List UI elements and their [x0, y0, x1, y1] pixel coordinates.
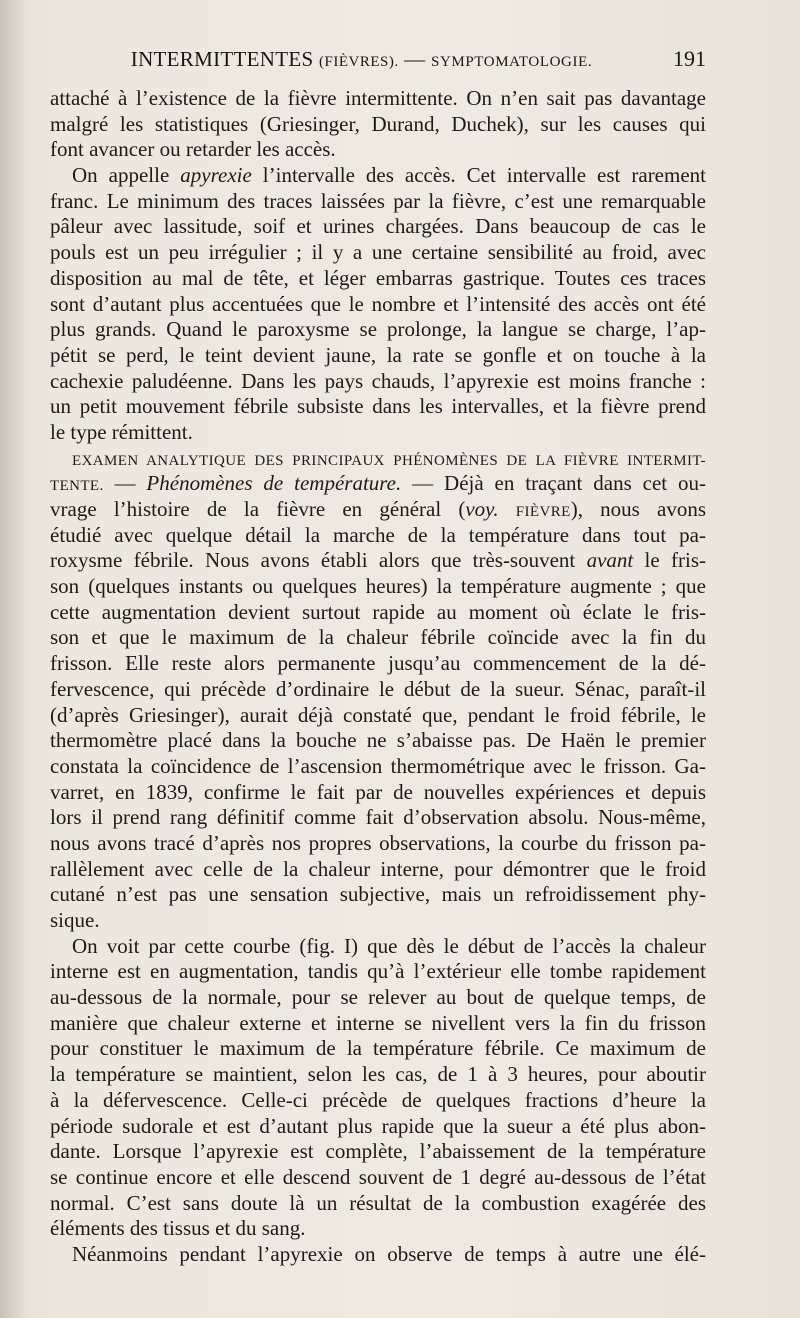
- text-segment: EXAMEN ANALYTIQUE DES PRINCIPAUX PHÉNOMÈNES DE LA FIÈVRE INTERMIT-: [72, 452, 706, 469]
- running-title-section: SYMPTOMATOLOGIE.: [431, 54, 593, 70]
- text-segment: son (quelques instants ou quelques heures) la température augmente ; que: [50, 574, 706, 599]
- text-line: [50, 625, 706, 651]
- text-line: [50, 394, 706, 420]
- text-segment: période sudorale et est d’autant plus rapide que la sueur a été plus abon-: [50, 1113, 706, 1138]
- text-segment: apyrexie: [180, 163, 252, 188]
- text-segment: son et que le maximum de la chaleur fébrile coïncide avec la fin du: [50, 625, 706, 650]
- text-segment: la température se maintient, selon les cas, de 1 à 3 heures, pour aboutir: [50, 1062, 706, 1087]
- text-line: [50, 343, 706, 369]
- text-line: [50, 446, 706, 472]
- text-segment: pouls est un peu irrégulier ; il y a une certaine sensibilité au froid, avec: [50, 240, 706, 265]
- text-segment: nous avons tracé d’après nos propres observations, la courbe du frisson pa-: [50, 830, 706, 855]
- text-segment: le type rémittent.: [50, 419, 193, 444]
- text-line: [50, 471, 706, 497]
- text-line: [50, 1062, 706, 1088]
- text-line: [50, 780, 706, 806]
- text-segment: à la défervescence. Celle-ci précède de quelques fractions d’heure la: [50, 1087, 706, 1112]
- text-line: [50, 163, 706, 189]
- text-line: [50, 292, 706, 318]
- text-segment: sont d’autant plus accentuées que le nombre et l’intensité des accès ont été: [50, 291, 706, 316]
- text-segment: l’intervalle des accès. Cet intervalle est rarement: [251, 163, 706, 188]
- text-segment: vrage l’histoire de la fièvre en général (: [50, 497, 466, 521]
- text-segment: disposition au mal de tête, et léger embarras gastrique. Toutes ces traces: [50, 265, 706, 290]
- text-line: [50, 1165, 706, 1191]
- text-line: [50, 86, 706, 112]
- text-line: [50, 600, 706, 626]
- text-segment: malgré les statistiques (Griesinger, Durand, Duchek), sur les causes qui: [50, 111, 706, 136]
- text-segment: au-dessous de la normale, pour se relever au bout de quelque temps, de: [50, 985, 706, 1010]
- text-segment: plus grands. Quand le paroxysme se prolonge, la langue se charge, l’ap-: [50, 317, 706, 342]
- text-segment: dante. Lorsque l’apyrexie est complète, l’abaissement de la température: [50, 1139, 706, 1164]
- text-segment: étudié avec quelque détail la marche de la température dans tout pa-: [50, 522, 706, 547]
- text-segment: font avancer ou retarder les accès.: [50, 137, 336, 162]
- running-title-dash: —: [404, 47, 426, 71]
- text-segment: voy.: [465, 497, 499, 521]
- text-line: [50, 1242, 706, 1268]
- text-segment: cutané n’est pas une sensation subjective, mais un refroidissement phy-: [50, 882, 706, 907]
- text-segment: On voit par cette courbe (fig. I) que dès le début de l’accès la chaleur: [72, 933, 706, 958]
- text-line: [50, 1139, 706, 1165]
- text-line: [50, 805, 706, 831]
- text-segment: — Déjà en traçant dans cet ou-: [401, 471, 706, 496]
- text-line: [50, 677, 706, 703]
- text-line: [50, 908, 706, 934]
- text-line: [50, 214, 706, 240]
- text-segment: cette augmentation devient surtout rapide au moment où éclate le fris-: [50, 599, 706, 624]
- text-line: [50, 985, 706, 1011]
- body-text: [50, 86, 706, 1268]
- text-segment: un petit mouvement fébrile subsiste dans les intervalles, et la fièvre prend: [50, 394, 706, 419]
- text-segment: TENTE.: [50, 478, 104, 495]
- text-line: [50, 1036, 706, 1062]
- text-segment: lors il prend rang définitif comme fait d’observation absolu. Nous-même,: [50, 805, 706, 830]
- page-fold-shadow: [0, 0, 28, 1318]
- text-segment: rallèlement avec celle de la chaleur interne, pour démontrer que le froid: [50, 856, 706, 881]
- text-segment: Néanmoins pendant l’apyrexie on observe de temps à autre une élé-: [72, 1241, 706, 1266]
- text-segment: le fris-: [633, 548, 706, 573]
- text-line: [50, 523, 706, 549]
- text-line: [50, 137, 706, 163]
- text-line: [50, 934, 706, 960]
- text-line: [50, 1011, 706, 1037]
- text-line: [50, 857, 706, 883]
- text-segment: cachexie paludéenne. Dans les pays chauds, l’apyrexie est moins franche :: [50, 368, 706, 393]
- text-segment: On appelle: [72, 163, 181, 188]
- text-segment: (d’après Griesinger), aurait déjà constaté que, pendant le froid fébrile, le: [50, 702, 706, 727]
- text-line: [50, 728, 706, 754]
- text-segment: ), nous avons: [570, 497, 706, 521]
- text-segment: éléments des tissus et du sang.: [50, 1216, 306, 1241]
- text-segment: avant: [586, 548, 634, 573]
- text-segment: pâleur avec lassitude, soif et urines chargées. Dans beaucoup de cas le: [50, 214, 706, 239]
- text-line: [50, 754, 706, 780]
- text-line: [50, 369, 706, 395]
- text-segment: interne est en augmentation, tandis qu’à l’extérieur elle tombe rapidement: [50, 959, 706, 984]
- text-line: [50, 959, 706, 985]
- text-segment: varret, en 1839, confirme le fait par de nouvelles expériences et depuis: [50, 779, 706, 804]
- text-segment: sique.: [50, 908, 100, 932]
- text-line: [50, 1114, 706, 1140]
- page-number: 191: [673, 46, 706, 71]
- text-segment: FIÈVRE: [515, 504, 571, 520]
- text-line: [50, 831, 706, 857]
- text-line: [50, 882, 706, 908]
- running-header: [50, 46, 706, 80]
- text-line: [50, 240, 706, 266]
- text-segment: —: [103, 471, 147, 496]
- text-line: [50, 420, 706, 446]
- running-title-main: INTERMITTENTES: [130, 47, 314, 71]
- text-line: [50, 651, 706, 677]
- text-line: [50, 1191, 706, 1217]
- running-title: [50, 47, 673, 72]
- text-segment: pétit se perd, le teint devient jaune, la rate se gonfle et on touche à la: [50, 342, 706, 367]
- text-segment: constata la coïncidence de l’ascension thermométrique avec le frisson. Ga-: [50, 753, 706, 778]
- text-line: [50, 574, 706, 600]
- text-line: [50, 548, 706, 574]
- text-line: [50, 703, 706, 729]
- text-segment: Phénomènes de température.: [146, 471, 402, 496]
- text-segment: pour constituer le maximum de la température fébrile. Ce maximum de: [50, 1036, 706, 1061]
- text-segment: manière que chaleur externe et interne se nivellent vers la fin du frisson: [50, 1010, 706, 1035]
- text-line: [50, 189, 706, 215]
- text-line: [50, 497, 706, 523]
- text-line: [50, 1088, 706, 1114]
- text-line: [50, 112, 706, 138]
- text-segment: franc. Le minimum des traces laissées par la fièvre, c’est une remarquable: [50, 188, 706, 213]
- running-title-paren: (FIÈVRES).: [319, 54, 399, 70]
- text-line: [50, 1216, 706, 1242]
- text-segment: [499, 497, 516, 521]
- text-segment: fervescence, qui précède d’ordinaire le début de la sueur. Sénac, paraît-il: [50, 676, 706, 701]
- text-line: [50, 266, 706, 292]
- text-segment: se continue encore et elle descend souvent de 1 degré au-dessous de l’état: [50, 1164, 706, 1189]
- text-segment: attaché à l’existence de la fièvre intermittente. On n’en sait pas davantage: [50, 86, 706, 110]
- text-segment: roxysme fébrile. Nous avons établi alors que très-souvent: [50, 548, 587, 573]
- text-segment: thermomètre placé dans la bouche ne s’abaisse pas. De Haën le premier: [50, 728, 706, 753]
- text-line: [50, 317, 706, 343]
- text-segment: normal. C’est sans doute là un résultat de la combustion exagérée des: [50, 1190, 706, 1215]
- text-segment: frisson. Elle reste alors permanente jusqu’au commencement de la dé-: [50, 651, 706, 676]
